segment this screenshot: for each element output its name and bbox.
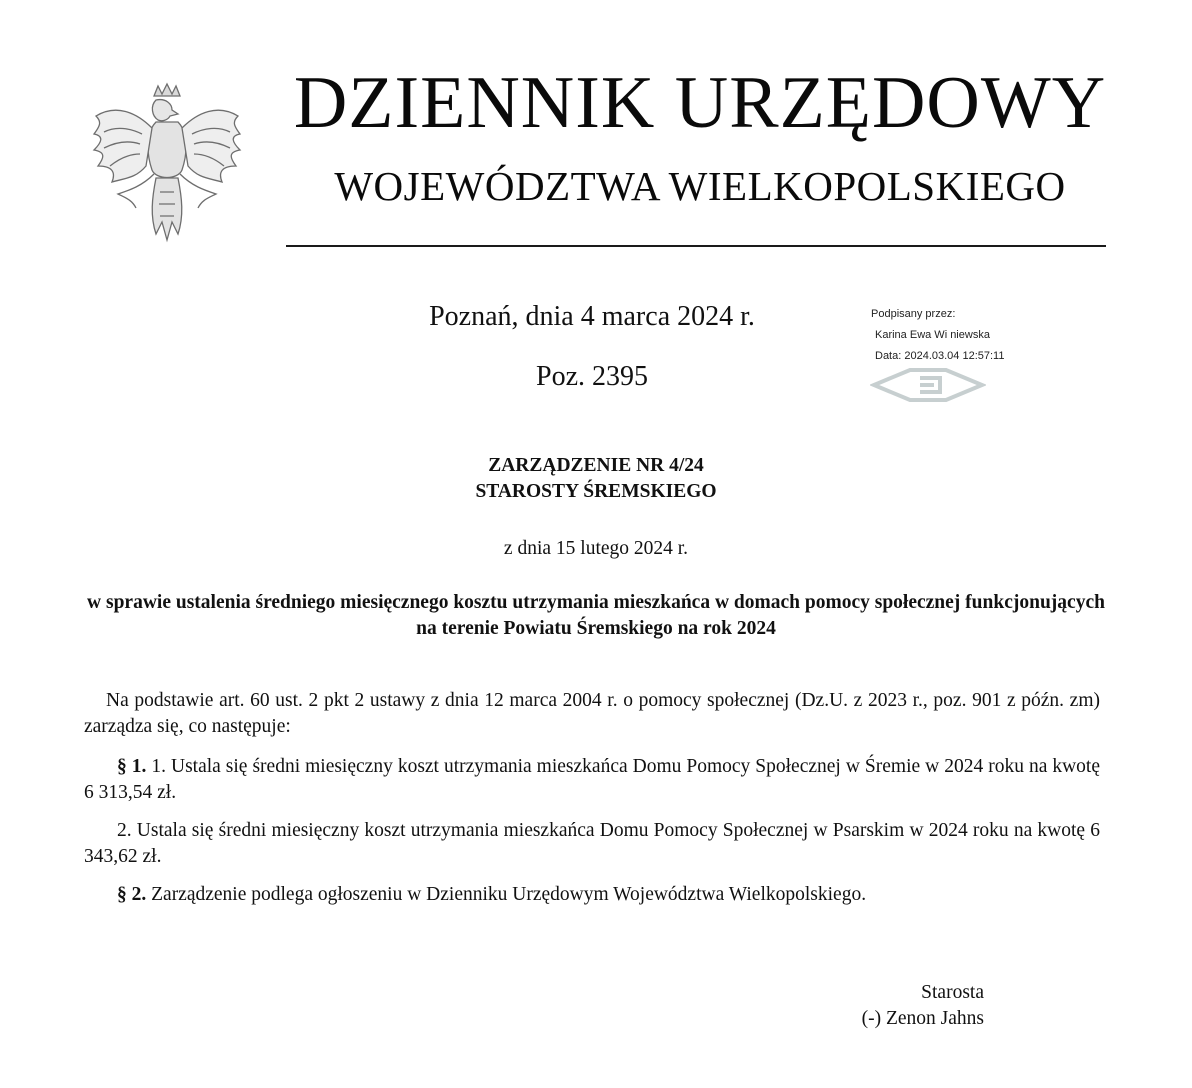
decree-date: z dnia 15 lutego 2024 r.: [503, 538, 689, 559]
paragraph-1-point-2: 2. Ustala się średni miesięczny koszt utrzymania mieszkańca Domu Pomocy Społecznej w Psarskim w 2024 roku na kwotę 6 343,62 zł.: [84, 820, 1100, 867]
decree-title: ZARZĄDZENIE NR 4/24: [488, 455, 704, 476]
paragraph-2-mark: § 2.: [117, 884, 147, 905]
publication-place-date: Poznań, dnia 4 marca 2024 r.: [429, 301, 755, 332]
signature-logo-icon: [870, 366, 986, 404]
signer-title: Starosta: [921, 982, 984, 1003]
position-number: Poz. 2395: [536, 361, 648, 392]
signer-name: (-) Zenon Jahns: [861, 1008, 984, 1029]
signer-block: [780, 980, 984, 1032]
digital-signature: [868, 308, 1078, 371]
paragraph-1-text: 1. Ustala się średni miesięczny koszt utrzymania mieszkańca Domu Pomocy Społecznej w Śremie w 2024 roku na kwotę 6 313,54 zł.: [84, 756, 1100, 803]
header-divider: [286, 245, 1106, 247]
journal-title: DZIENNIK URZĘDOWY: [293, 62, 1107, 144]
signature-name: Karina Ewa Wi niewska: [875, 329, 990, 341]
signature-date: Data: 2024.03.04 12:57:11: [875, 350, 1005, 362]
paragraph-1: [84, 754, 1100, 806]
paragraph-2-text: Zarządzenie podlega ogłoszeniu w Dzienniku Urzędowym Województwa Wielkopolskiego.: [146, 884, 867, 905]
signature-label: Podpisany przez:: [871, 308, 956, 320]
paragraph-2: [84, 882, 1100, 908]
preamble: Na podstawie art. 60 ust. 2 pkt 2 ustawy z dnia 12 marca 2004 r. o pomocy społecznej (Dz.U. z 2023 r., poz. 901 z późn. zm) zarządza się, co następuje:: [84, 690, 1100, 737]
decree-issuer: STAROSTY ŚREMSKIEGO: [475, 481, 717, 502]
journal-subtitle: WOJEWÓDZTWA WIELKOPOLSKIEGO: [334, 163, 1066, 209]
decree-subject: w sprawie ustalenia średniego miesięcznego kosztu utrzymania mieszkańca w domach pomocy społecznej funkcjonujących na terenie Powiatu Śremskiego na rok 2024: [87, 592, 1105, 639]
paragraph-1-mark: § 1.: [117, 756, 147, 777]
polish-eagle-icon: [86, 82, 248, 252]
